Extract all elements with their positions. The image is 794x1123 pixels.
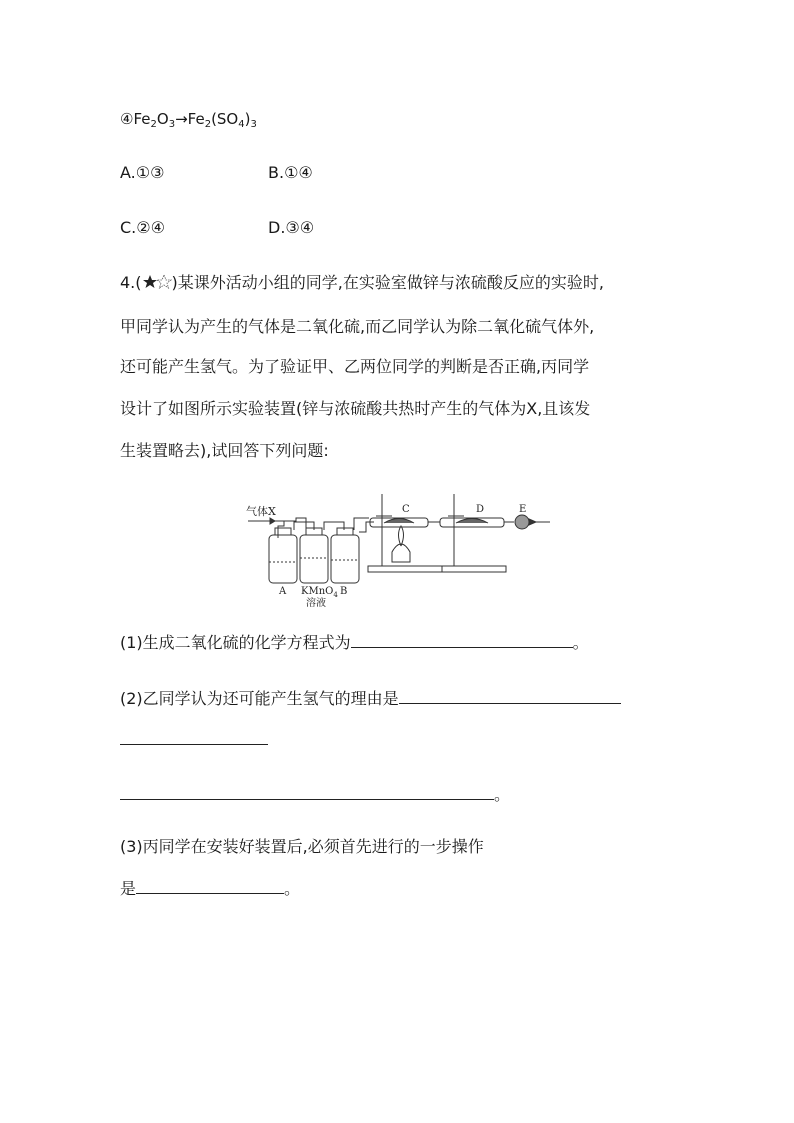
formula-sub: 3 <box>250 119 257 130</box>
item-label: ④ <box>120 110 134 128</box>
sub-question-2-cont <box>120 784 510 806</box>
reaction-arrow: → <box>175 110 188 128</box>
difficulty-star-icon <box>142 274 172 290</box>
answer-blank-2[interactable] <box>399 689 621 704</box>
label-d: D <box>476 504 485 515</box>
sub-question-3: (3)丙同学在安装好装置后,必须首先进行的一步操作 <box>120 837 484 856</box>
formula-sub: 2 <box>150 119 157 130</box>
option-c: C.②④ <box>120 218 165 237</box>
formula-part: (SO <box>211 110 239 128</box>
label-a: A <box>279 586 287 597</box>
period: 。 <box>284 879 301 898</box>
question-4-line-1 <box>120 272 604 294</box>
formula-part: Fe <box>187 110 205 128</box>
answer-blank-2c[interactable] <box>120 785 494 800</box>
formula-sub: 3 <box>168 119 176 130</box>
formula-part: O <box>156 110 169 128</box>
option-d: D.③④ <box>268 218 315 237</box>
answer-blank-1[interactable] <box>351 633 573 648</box>
sub-question-2 <box>120 688 621 710</box>
period: 。 <box>494 785 511 804</box>
label-kmno4-sub: 4 <box>333 591 338 599</box>
answer-blank-2b[interactable] <box>120 744 268 745</box>
sub-question-text: 是 <box>120 879 137 898</box>
paren: ( <box>135 273 142 292</box>
option-a: A.①③ <box>120 163 165 182</box>
question-4-line-4: 设计了如图所示实验装置(锌与浓硫酸共热时产生的气体为X,且该发 <box>120 399 591 418</box>
question-4-line-2: 甲同学认为产生的气体是二氧化硫,而乙同学认为除二氧化硫气体外, <box>120 317 595 336</box>
period: 。 <box>572 633 589 652</box>
label-e: E <box>519 504 527 515</box>
question-text: 某课外活动小组的同学,在实验室做锌与浓硫酸反应的实验时, <box>177 273 604 292</box>
question-4-line-5: 生装置略去),试回答下列问题: <box>120 441 329 460</box>
gas-x-label: 气体X <box>246 505 276 518</box>
formula-sub: 2 <box>204 119 212 130</box>
sub-question-text: (2)乙同学认为还可能产生氢气的理由是 <box>120 689 399 708</box>
label-c: C <box>402 504 410 515</box>
label-b: B <box>340 586 348 597</box>
option-b: B.①④ <box>268 163 313 182</box>
answer-blank-3[interactable] <box>136 879 284 894</box>
question-number: 4. <box>120 273 136 292</box>
item-4-reaction <box>120 108 257 136</box>
paren: ) <box>171 273 178 292</box>
question-4-line-3: 还可能产生氢气。为了验证甲、乙两位同学的判断是否正确,丙同学 <box>120 357 590 376</box>
formula-sub: 4 <box>238 119 245 130</box>
sub-question-3-cont <box>120 878 300 900</box>
experiment-apparatus-diagram <box>244 490 554 610</box>
label-solution: 溶液 <box>306 598 326 609</box>
formula-part: ) <box>244 110 251 128</box>
sub-question-text: (1)生成二氧化硫的化学方程式为 <box>120 633 351 652</box>
label-kmno4-main: KMnO <box>301 586 334 597</box>
formula-part: Fe <box>133 110 151 128</box>
sub-question-1 <box>120 632 589 654</box>
